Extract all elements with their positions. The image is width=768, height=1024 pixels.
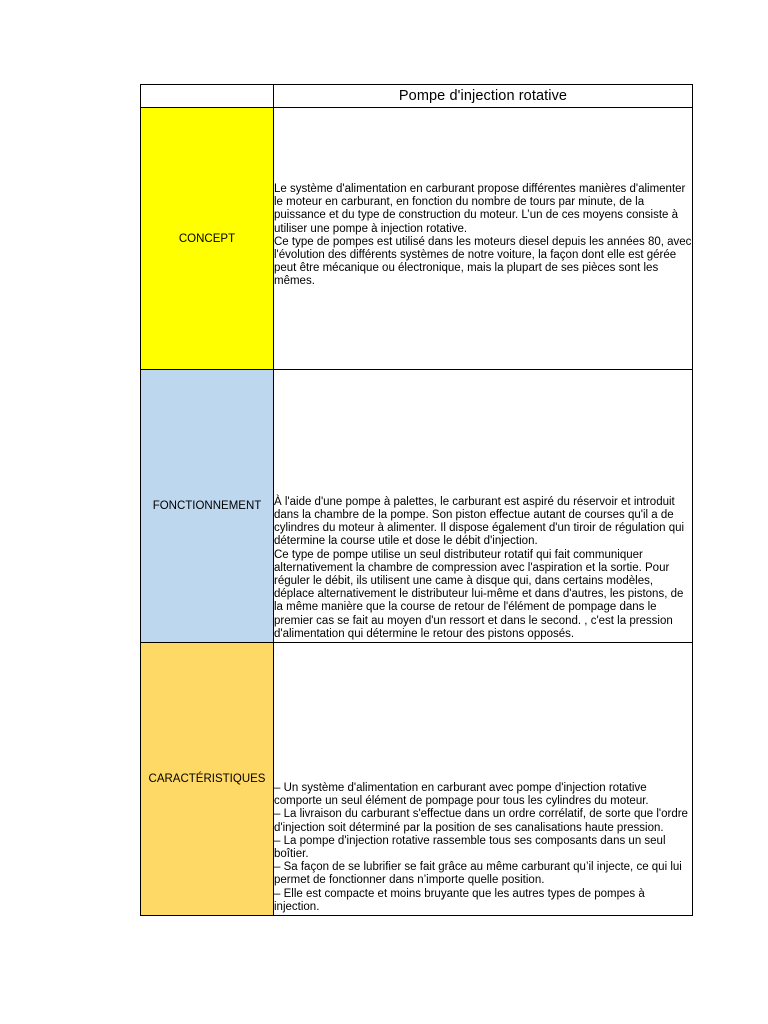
caracteristiques-item: – Elle est compacte et moins bruyante que les autres types de pompes à injection.	[274, 887, 645, 913]
row-label-fonctionnement: FONCTIONNEMENT	[141, 370, 274, 643]
row-label-caracteristiques: CARACTÉRISTIQUES	[141, 643, 274, 916]
fonctionnement-paragraph: À l'aide d'une pompe à palettes, le carburant est aspiré du réservoir et introduit dans la chambre de la pompe. Son piston effectue autant de courses qu'il a de cylindres du moteur à alimenter. Il dispose également d'un tiroir de régulation qui détermine la course utile et dose le débit d'injection.	[274, 495, 685, 548]
concept-paragraph: Ce type de pompes est utilisé dans les moteurs diesel depuis les années 80, avec l'évolution des différents systèmes de notre voiture, la façon dont elle est gérée peut être mécanique ou électronique, mais la plupart de ses pièces sont les mêmes.	[274, 235, 692, 288]
row-content-concept	[274, 108, 693, 370]
fonctionnement-text-block	[274, 496, 692, 642]
caracteristiques-item: – Sa façon de se lubrifier se fait grâce au même carburant qu’il injecte, ce qui lui permet de fonctionner dans n’importe quelle position.	[274, 861, 682, 887]
fonctionnement-paragraph: Ce type de pompe utilise un seul distributeur rotatif qui fait communiquer alternativement la chambre de compression avec l'aspiration et la sortie. Pour réguler le débit, ils utilisent une came à disque qui, dans certains modèles, déplace alternativement le distributeur lui-même et dans d'autres, les pistons, de la même manière que la course de retour de l'élément de pompage dans le premier cas se fait au moyen d'un ressort et dans le second. , c'est la pression d'alimentation qui détermine le retour des pistons opposés.	[274, 548, 684, 640]
table-header-row	[141, 85, 693, 108]
table-row-fonctionnement	[141, 370, 693, 643]
row-label-concept: CONCEPT	[141, 108, 274, 370]
caracteristiques-item: – Un système d'alimentation en carburant avec pompe d'injection rotative comporte un seul élément de pompage pour tous les cylindres du moteur.	[274, 781, 649, 808]
concept-paragraph: Le système d'alimentation en carburant propose différentes manières d'alimenter le moteur en carburant, en fonction du nombre de tours par minute, de la puissance et du type de construction du moteur. L’un de ces moyens consiste à utiliser une pompe à injection rotative.	[274, 183, 686, 235]
row-content-fonctionnement	[274, 370, 693, 643]
header-empty-cell	[141, 85, 274, 108]
caracteristiques-text-block	[274, 782, 692, 915]
caracteristiques-item: – La pompe d'injection rotative rassemble tous ses composants dans un seul boîtier.	[274, 834, 666, 860]
table-title: Pompe d'injection rotative	[274, 85, 693, 108]
table-row-caracteristiques	[141, 643, 693, 916]
concept-text-block	[274, 108, 692, 289]
table-row-concept	[141, 108, 693, 370]
row-content-caracteristiques	[274, 643, 693, 916]
comparison-table	[140, 84, 693, 916]
caracteristiques-item: – La livraison du carburant s'effectue dans un ordre corrélatif, de sorte que l'ordre d'injection soit déterminé par la position de ses canalisations haute pression.	[274, 808, 688, 834]
